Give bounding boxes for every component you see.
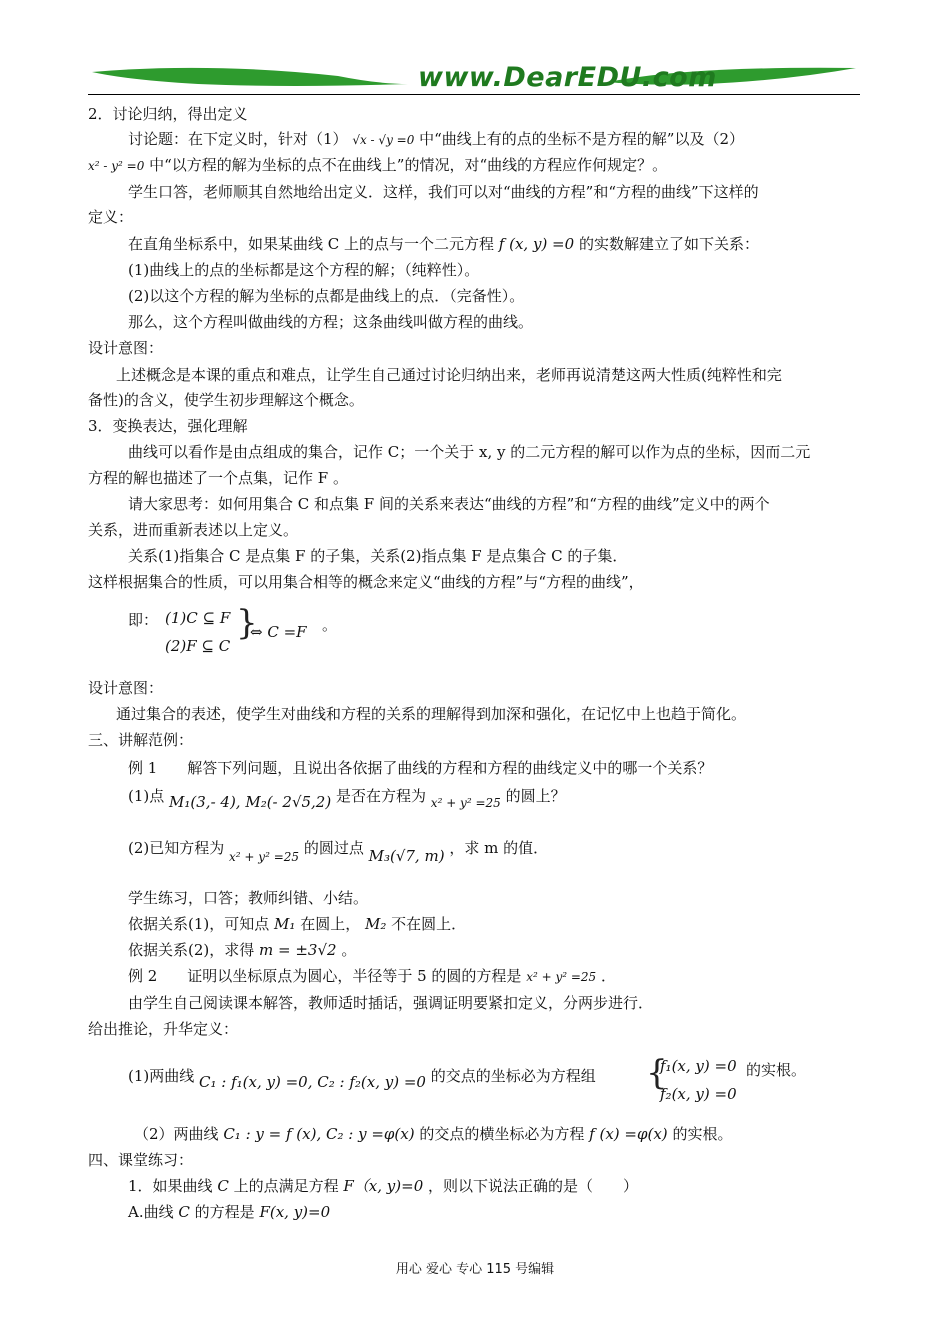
paragraph-line: 即： (128, 611, 159, 629)
paragraph-line: 曲线可以看作是由点组成的集合，记作 C；一个关于 x, y 的二元方程的解可以作为点的坐标，因而二元 (128, 443, 811, 461)
paragraph-line: 讨论题：在下定义时，针对（1） √x - √y =0 中“曲线上有的点的坐标不是方程的解”以及（2） (128, 130, 745, 148)
paragraph-line: 学生口答，老师顺其自然地给出定义．这样，我们可以对“曲线的方程”和“方程的曲线”下这样的 (128, 183, 759, 201)
paragraph-line: 学生练习，口答；教师纠错、小结。 (128, 889, 369, 907)
formula: M₁(3,- 4), M₂(- 2√5,2) (169, 793, 332, 811)
paragraph-line: 1．如果曲线 C 上的点满足方程 F（x, y)=0 ，则以下说法正确的是（ ） (128, 1177, 639, 1195)
paragraph-line: (2)以这个方程的解为坐标的点都是曲线上的点．（完备性）。 (128, 287, 525, 305)
paragraph-line: (2)已知方程为 $_{x^2 + y^2 =25}$ 的圆过点 M₃(√7, m) ，求 m 的值． (128, 839, 549, 865)
formula: f₁(x, y) =0 (660, 1057, 737, 1075)
formula: C (178, 1203, 190, 1221)
paragraph-line: 上述概念是本课的重点和难点，让学生自己通过讨论归纳出来，老师再说清楚这两大性质(纯粹性和完 (116, 366, 782, 384)
site-logo-text: www.DearEDU.com (418, 62, 717, 93)
paragraph-line: (1)曲线上的点的坐标都是这个方程的解；（纯粹性）。 (128, 261, 480, 279)
formula: f₂(x, y) =0 (660, 1085, 737, 1103)
formula: (2)F ⊆ C (165, 637, 231, 655)
left-brace: { (646, 1053, 668, 1093)
section-heading: 设计意图： (88, 679, 164, 697)
section-heading: 3．变换表达，强化理解 (88, 417, 248, 435)
formula: (1)C ⊆ F (165, 609, 231, 627)
punctuation: 。 (322, 616, 338, 634)
section-heading: 四、课堂练习： (88, 1151, 194, 1169)
paragraph-line: 例 2 证明以坐标原点为圆心，半径等于 5 的圆的方程是 x² + y² =25 ． (128, 967, 616, 985)
section-heading: 设计意图： (88, 339, 164, 357)
formula: C₁ : f₁(x, y) =0, C₂ : f₂(x, y) =0 (199, 1073, 426, 1091)
paragraph-line: 通过集合的表述，使学生对曲线和方程的关系的理解得到加深和强化，在记忆中上也趋于简化。 (116, 705, 747, 723)
formula: ⇔ C =F (250, 623, 307, 641)
formula: M₃(√7, m) (368, 847, 445, 865)
formula: √x - √y =0 (352, 133, 415, 147)
paragraph-line: A.曲线 C 的方程是 F(x, y)=0 (128, 1203, 331, 1221)
paragraph-line: 在直角坐标系中，如果某曲线 C 上的点与一个二元方程 f (x, y) =0 的实数解建立了如下关系： (128, 235, 759, 253)
paragraph-line: 例 1 解答下列问题，且说出各依据了曲线的方程和方程的曲线定义中的哪一个关系？ (128, 759, 713, 777)
paragraph-line: (1)两曲线 C₁ : f₁(x, y) =0, C₂ : f₂(x, y) =0 的交点的坐标必为方程组 (128, 1067, 596, 1091)
formula: x² + y² =25 (229, 850, 300, 864)
paragraph-line: 方程的解也描述了一个点集，记作 F 。 (88, 469, 348, 487)
section-heading: 2．讨论归纳，得出定义 (88, 105, 248, 123)
formula: x² - y² =0 (88, 159, 145, 173)
formula: f (x) =φ(x) (589, 1125, 668, 1143)
paragraph-line: 关系，进而重新表述以上定义。 (88, 521, 299, 539)
right-brace: } (236, 603, 258, 643)
paragraph-line: 定义： (88, 208, 134, 226)
paragraph-line: 的实根。 (746, 1061, 807, 1079)
section-heading: 三、讲解范例： (88, 731, 194, 749)
paragraph-line: 依据关系(1)，可知点 M₁ 在圆上， M₂ 不在圆上． (128, 915, 467, 933)
paragraph-line: 依据关系(2)，求得 m = ±3√2 。 (128, 941, 357, 959)
paragraph-line: 由学生自己阅读课本解答，教师适时插话，强调证明要紧扣定义，分两步进行． (128, 994, 654, 1012)
paragraph-line: 请大家思考：如何用集合 C 和点集 F 间的关系来表达“曲线的方程”和“方程的曲线”定义中的两个 (128, 495, 770, 513)
formula: C₁ : y = f (x), C₂ : y =φ(x) (223, 1125, 415, 1143)
formula: M₂ (364, 915, 387, 933)
formula: x² + y² =25 (430, 796, 501, 810)
paragraph-line: (1)点 M₁(3,- 4), M₂(- 2√5,2) 是否在方程为 $_{x^2 + y^2 =25}$ 的圆上？ (128, 787, 566, 811)
paragraph-line: 这样根据集合的性质，可以用集合相等的概念来定义“曲线的方程”与“方程的曲线”， (88, 573, 644, 591)
paragraph-line: 备性)的含义，使学生初步理解这个概念。 (88, 391, 364, 409)
paragraph-line: 那么，这个方程叫做曲线的方程；这条曲线叫做方程的曲线。 (128, 313, 534, 331)
formula: m = ±3√2 (259, 941, 337, 959)
paragraph-line: （2）两曲线 C₁ : y = f (x), C₂ : y =φ(x) 的交点的横坐标必为方程 f (x) =φ(x) 的实根。 (134, 1125, 733, 1143)
page-footer: 用心 爱心 专心 115 号编辑 (395, 1262, 555, 1277)
formula: M₁ (274, 915, 296, 933)
paragraph-line: 关系(1)指集合 C 是点集 F 的子集，关系(2)指点集 F 是点集合 C 的子集． (128, 547, 628, 565)
paragraph-line: x² - y² =0 中“以方程的解为坐标的点不在曲线上”的情况，对“曲线的方程应作何规定？。 (88, 156, 668, 174)
page-header (88, 58, 860, 98)
formula: F（x, y)=0 (343, 1177, 424, 1195)
formula: C (217, 1177, 229, 1195)
header-rule (88, 94, 860, 95)
formula: F(x, y)=0 (259, 1203, 331, 1221)
formula: f (x, y) =0 (498, 235, 575, 253)
section-heading: 给出推论，升华定义： (88, 1020, 239, 1038)
formula: x² + y² =25 (526, 970, 597, 984)
